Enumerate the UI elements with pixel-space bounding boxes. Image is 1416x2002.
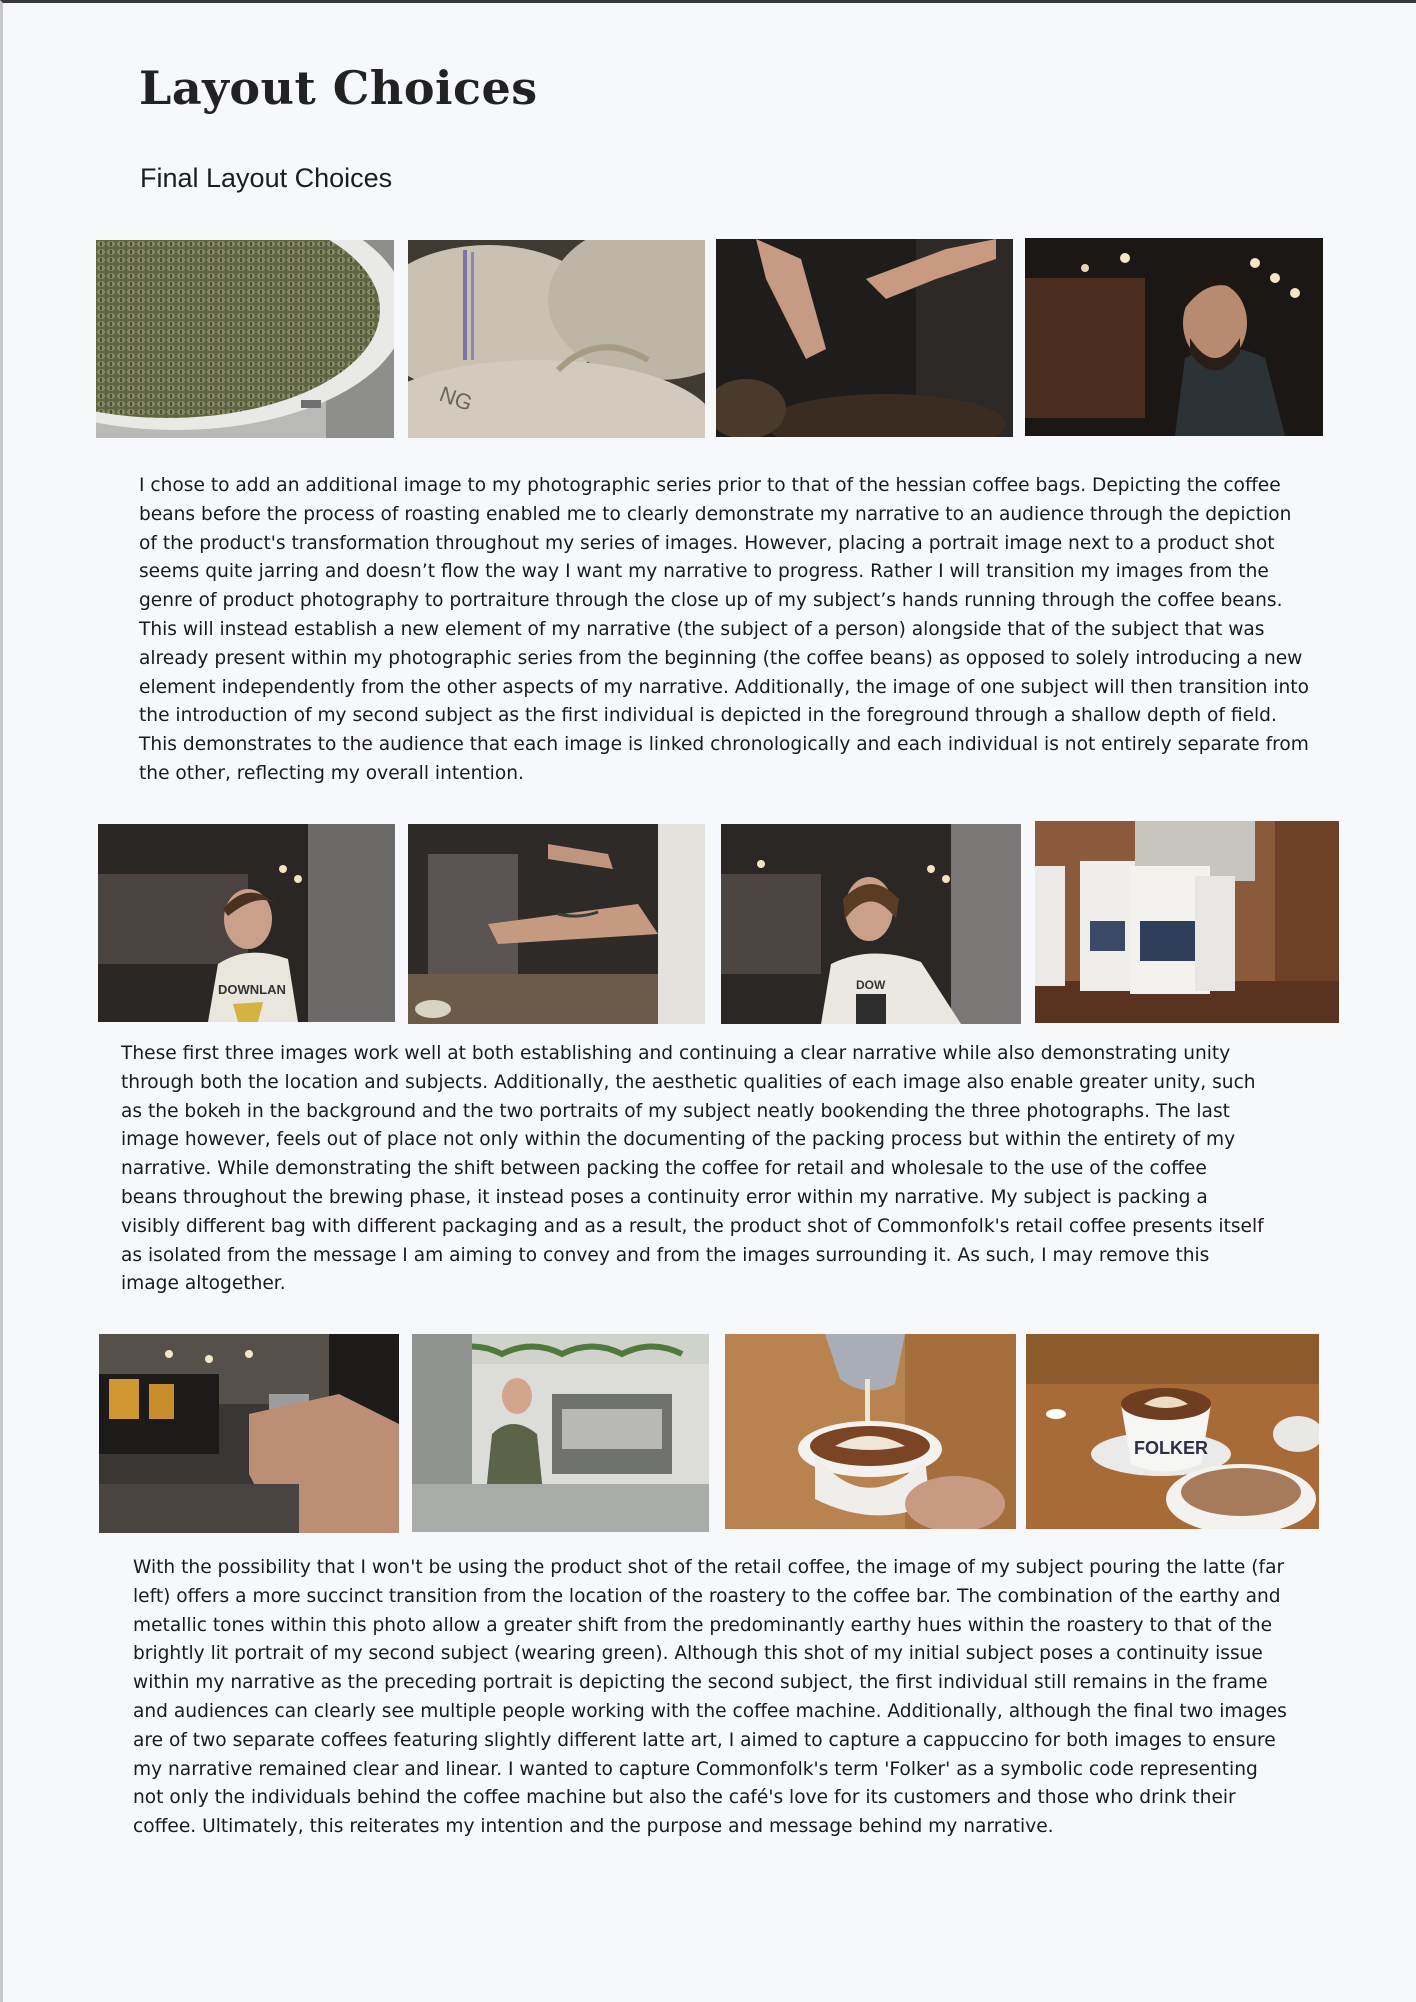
page-title: Layout Choices xyxy=(139,61,538,115)
shirt-print-text: DOW xyxy=(856,978,886,992)
hessian-coffee-bags-photo xyxy=(408,240,705,438)
paragraph-layout-rationale: I chose to add an additional image to my photographic series prior to that of the hessian coffee bags. Depicting the coffee beans before the process of roasting enabled me to clearly demonstrate my narrative to an audience through the depiction of the product's transformation throughout my series of images. However, placing a portrait image next to a product shot seems quite jarring and doesn’t flow the way I want my narrative to progress. Rather I will transition my images from the genre of product photography to portraiture through the close up of my subject’s hands running through the coffee beans. This will instead establish a new element of my narrative (the subject of a person) alongside that of the subject that was already present within my photographic series from the beginning (the coffee beans) as opposed to solely introducing a new element independently from the other aspects of my narrative. Additionally, the image of one subject will then transition into the introduction of my second subject as the first individual is depicted in the foreground through a shallow depth of field. This demonstrates to the audience that each image is linked chronologically and each individual is not entirely separate from the other, reflecting my overall intention. xyxy=(139,475,1309,784)
subject-holding-coffee-bag-photo xyxy=(721,824,1021,1024)
barista-pouring-latte-photo xyxy=(99,1334,399,1533)
latte-art-pour-photo xyxy=(725,1334,1016,1529)
hands-in-coffee-beans-photo xyxy=(716,239,1013,437)
folker-cappuccino-cup-photo xyxy=(1026,1334,1319,1529)
retail-coffee-bags-photo xyxy=(1035,821,1339,1023)
coffee-bar-green-shirt-photo xyxy=(412,1334,709,1532)
bearded-man-portrait-photo xyxy=(1025,238,1323,436)
svg-text:NG: NG xyxy=(436,381,476,416)
green-coffee-beans-bucket-photo xyxy=(96,240,394,438)
paragraph-sequence-analysis: These first three images work well at both establishing and continuing a clear narrative while also demonstrating unity through both the location and subjects. Additionally, the aesthetic qualities of each image also enable greater unity, such as the bokeh in the background and the two portraits of my subject neatly bookending the three photographs. The last image however, feels out of place not only within the documenting of the packing process but within the entirety of my narrative. While demonstrating the shift between packing the coffee for retail and wholesale to the use of the coffee beans throughout the brewing phase, it instead poses a continuity error within my narrative. My subject is packing a visibly different bag with different packaging and as a result, the product shot of Commonfolk's retail coffee presents itself as isolated from the message I am aiming to convey and from the images surrounding it. As such, I may remove this image altogether. xyxy=(121,1043,1264,1295)
cup-brand-text: FOLKER xyxy=(1134,1438,1208,1458)
section-subtitle: Final Layout Choices xyxy=(140,163,393,193)
tattooed-arm-packing-photo xyxy=(408,824,705,1024)
shirt-print-text: DOWNLAN xyxy=(218,982,286,997)
subject-downlan-shirt-portrait-photo xyxy=(98,824,395,1022)
paragraph-transition-analysis: With the possibility that I won't be using the product shot of the retail coffee, the image of my subject pouring the latte (far left) offers a more succinct transition from the location of the roastery to the coffee bar. The combination of the earthy and metallic tones within this photo allow a greater shift from the predominantly earthy hues within the roastery to that of the brightly lit portrait of my second subject (wearing green). Although this shot of my initial subject poses a continuity issue within my narrative as the preceding portrait is depicting the second subject, the first individual still remains in the frame and audiences can clearly see multiple people working with the coffee machine. Additionally, although the final two images are of two separate coffees featuring slightly different latte art, I aimed to capture a cappuccino for both images to ensure my narrative remained clear and linear. I wanted to capture Commonfolk's term 'Folker' as a symbolic code representing not only the individuals behind the coffee machine but also the café's love for its customers and those who drink their coffee. Ultimately, this reiterates my intention and the purpose and message behind my narrative. xyxy=(133,1557,1287,1838)
